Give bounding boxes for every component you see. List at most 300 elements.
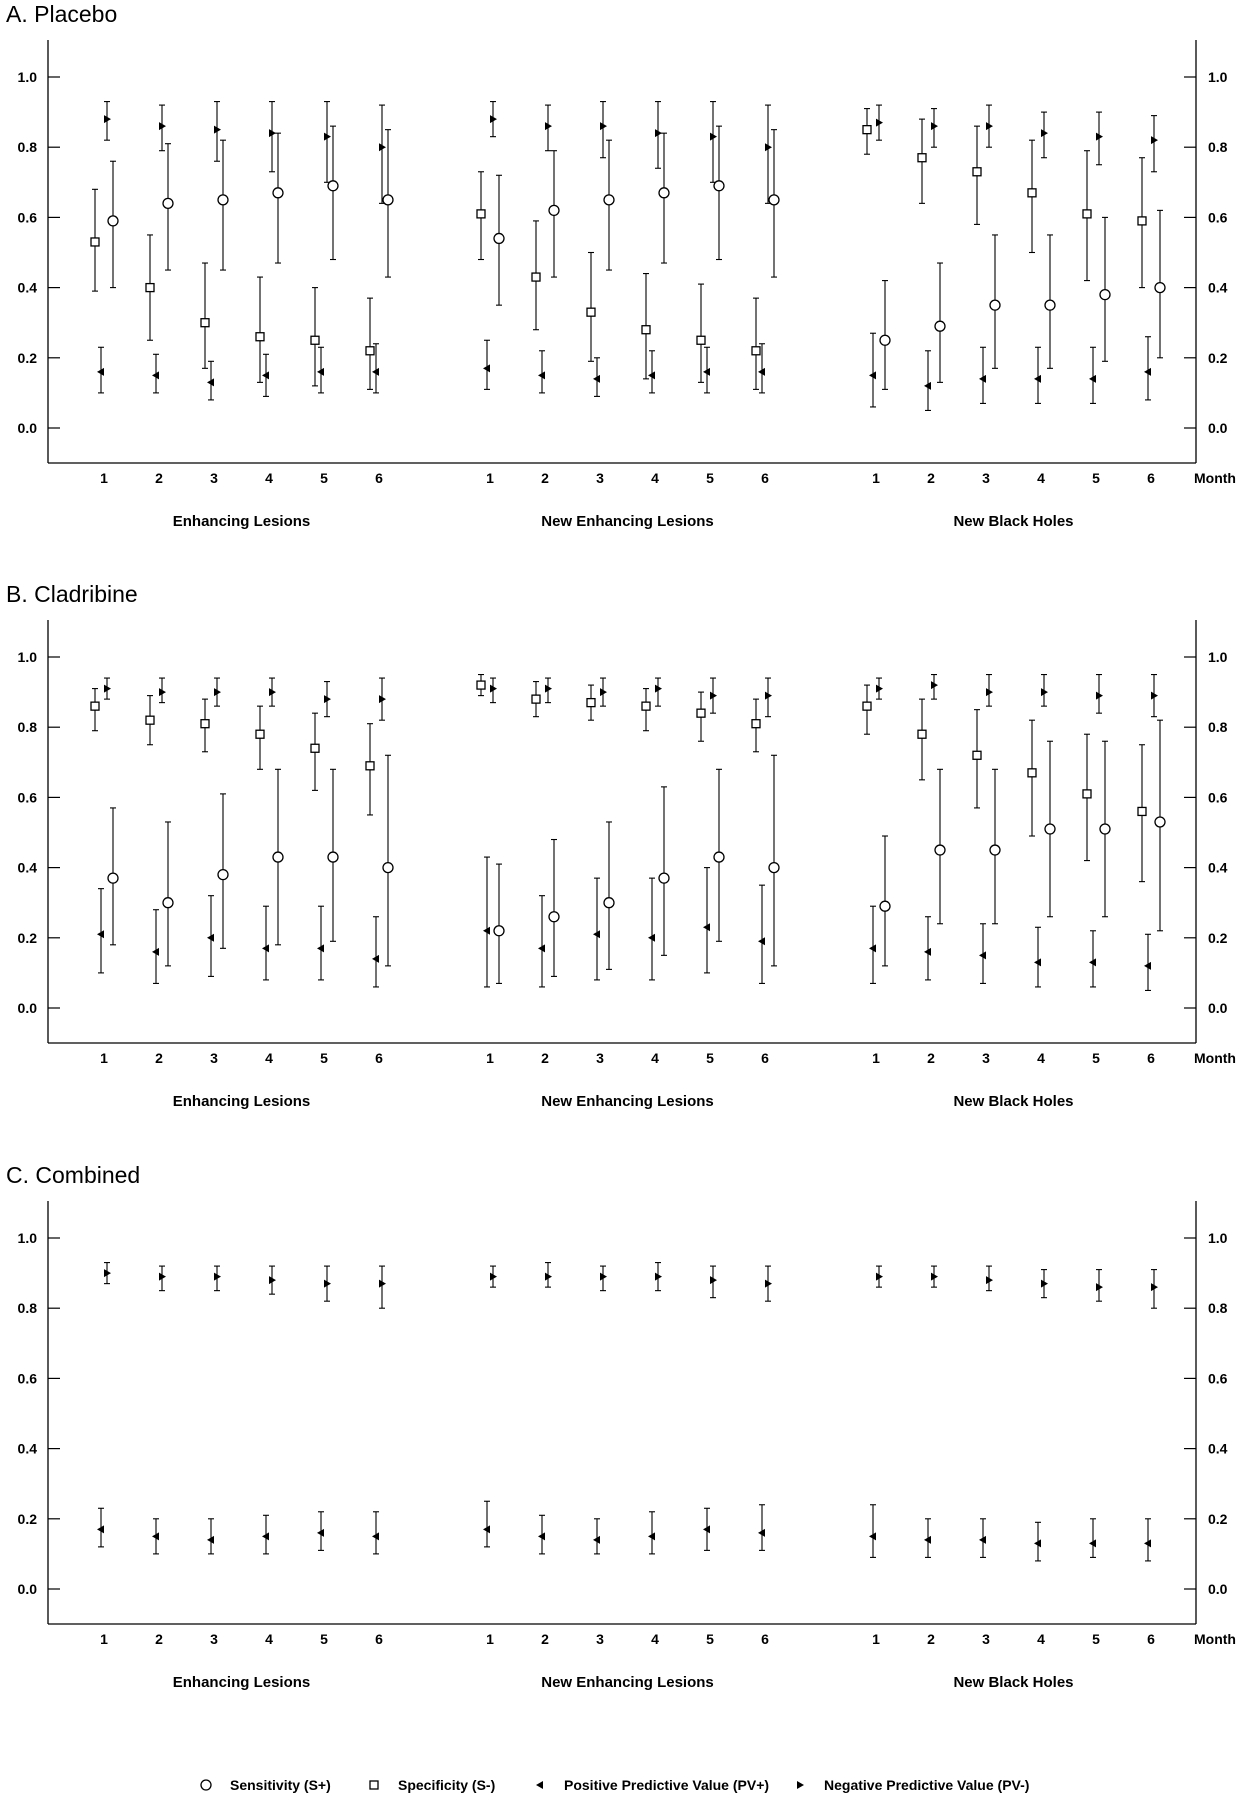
point-npv: [490, 678, 497, 703]
group-label: New Enhancing Lesions: [541, 1093, 714, 1110]
point-sensitivity: [935, 769, 945, 923]
point-sensitivity: [218, 140, 228, 270]
point-npv: [1041, 1270, 1048, 1298]
point-ppv: [1144, 337, 1151, 400]
marker-sensitivity: [1155, 283, 1165, 293]
point-specificity: [752, 298, 760, 389]
x-tick-label: 2: [155, 1631, 163, 1647]
y-tick-label-left: 0.4: [17, 859, 37, 876]
marker-sensitivity: [163, 198, 173, 208]
point-ppv: [703, 868, 710, 973]
point-ppv: [372, 917, 379, 987]
marker-sensitivity: [494, 233, 504, 243]
marker-sensitivity: [549, 205, 559, 215]
point-ppv: [703, 1508, 710, 1550]
marker-specificity: [587, 699, 595, 707]
marker-specificity: [1083, 790, 1091, 798]
point-sensitivity: [714, 126, 724, 259]
point-ppv: [593, 878, 600, 980]
x-tick-label: 1: [486, 1631, 494, 1647]
point-sensitivity: [494, 864, 504, 983]
point-sensitivity: [880, 836, 890, 966]
marker-sensitivity: [108, 216, 118, 226]
y-tick-label-right: 0.2: [1208, 929, 1228, 946]
x-tick-label: 3: [596, 1050, 604, 1066]
x-tick-label: 1: [100, 1050, 108, 1066]
point-specificity: [1028, 720, 1036, 836]
point-npv: [104, 1263, 111, 1284]
point-ppv: [758, 885, 765, 983]
marker-sensitivity: [769, 863, 779, 873]
group-2: [477, 675, 779, 1110]
marker-sensitivity: [935, 321, 945, 331]
point-npv: [765, 105, 772, 203]
marker-sensitivity: [1045, 824, 1055, 834]
group-2: [483, 1263, 772, 1691]
x-tick-label: 4: [265, 1050, 273, 1066]
point-npv: [159, 1266, 166, 1291]
point-sensitivity: [494, 175, 504, 305]
marker-specificity: [366, 762, 374, 770]
x-tick-label: 5: [1092, 1631, 1100, 1647]
marker-sensitivity: [328, 181, 338, 191]
y-tick-label-left: 0.8: [17, 1300, 37, 1317]
point-ppv: [317, 906, 324, 980]
point-npv: [1151, 116, 1158, 172]
legend-item-ppv: [536, 1777, 769, 1793]
y-tick-label-left: 1.0: [17, 1230, 37, 1246]
x-tick-label: 4: [1037, 1050, 1045, 1066]
marker-sensitivity: [1100, 290, 1110, 300]
panel-title: C. Combined: [6, 1162, 141, 1188]
marker-sensitivity: [549, 912, 559, 922]
point-ppv: [262, 354, 269, 396]
point-ppv: [207, 361, 214, 400]
marker-specificity: [201, 319, 209, 327]
marker-sensitivity: [163, 898, 173, 908]
x-tick-label: 2: [155, 1050, 163, 1066]
marker-specificity: [1138, 217, 1146, 225]
point-ppv: [1034, 1522, 1041, 1561]
point-ppv: [1089, 347, 1096, 403]
point-sensitivity: [383, 130, 393, 277]
x-tick-label: 6: [1147, 1631, 1155, 1647]
chart-panel-2: [6, 581, 1236, 1110]
point-sensitivity: [990, 769, 1000, 923]
x-tick-label: 1: [100, 470, 108, 486]
point-specificity: [201, 263, 209, 368]
y-tick-label-left: 0.6: [17, 209, 37, 226]
marker-sensitivity: [769, 195, 779, 205]
x-axis-label: Month: [1194, 1631, 1236, 1647]
y-tick-label-right: 0.4: [1208, 859, 1228, 876]
point-sensitivity: [769, 755, 779, 966]
x-tick-label: 5: [706, 1631, 714, 1647]
marker-specificity: [532, 695, 540, 703]
point-sensitivity: [604, 822, 614, 969]
x-tick-label: 1: [872, 1050, 880, 1066]
point-npv: [931, 675, 938, 700]
x-tick-label: 4: [265, 470, 273, 486]
point-npv: [324, 102, 331, 183]
x-tick-label: 3: [982, 1631, 990, 1647]
point-ppv: [1089, 931, 1096, 987]
point-npv: [600, 678, 607, 706]
point-npv: [1151, 1270, 1158, 1309]
point-sensitivity: [1155, 720, 1165, 931]
point-npv: [1096, 112, 1103, 165]
point-ppv: [979, 1519, 986, 1558]
marker-sensitivity: [714, 852, 724, 862]
point-ppv: [207, 1519, 214, 1554]
point-ppv: [97, 889, 104, 973]
point-npv: [269, 102, 276, 172]
panels: [6, 1, 1236, 1691]
panel-title: B. Cladribine: [6, 581, 138, 607]
marker-specificity: [1028, 769, 1036, 777]
y-tick-label-right: 0.0: [1208, 1581, 1228, 1597]
point-ppv: [152, 354, 159, 393]
legend-item-specificity: [370, 1777, 495, 1793]
point-ppv: [152, 910, 159, 984]
marker-specificity: [1028, 189, 1036, 197]
group-1: [91, 102, 393, 530]
point-specificity: [256, 277, 264, 382]
y-tick-label-right: 0.2: [1208, 1510, 1228, 1527]
point-specificity: [642, 689, 650, 731]
point-specificity: [642, 274, 650, 379]
y-tick-label-left: 0.2: [17, 929, 37, 946]
group-2: [477, 102, 779, 530]
point-sensitivity: [880, 281, 890, 390]
point-npv: [324, 1266, 331, 1301]
marker-specificity: [697, 709, 705, 717]
point-ppv: [538, 1515, 545, 1554]
chart-panel-1: [6, 1, 1236, 530]
x-tick-label: 6: [1147, 1050, 1155, 1066]
point-specificity: [973, 710, 981, 808]
panel-title: A. Placebo: [6, 1, 118, 27]
group-label: Enhancing Lesions: [172, 1674, 311, 1691]
point-npv: [104, 678, 111, 699]
point-sensitivity: [604, 140, 614, 270]
marker-specificity: [366, 347, 374, 355]
marker-specificity: [752, 720, 760, 728]
point-specificity: [532, 221, 540, 330]
point-npv: [931, 109, 938, 148]
x-axis-label: Month: [1194, 1050, 1236, 1066]
y-tick-label-right: 0.6: [1208, 1370, 1228, 1387]
marker-specificity: [311, 744, 319, 752]
point-specificity: [256, 706, 264, 769]
point-sensitivity: [328, 769, 338, 941]
marker-specificity: [256, 730, 264, 738]
group-1: [97, 1263, 386, 1691]
group-label: New Black Holes: [953, 1093, 1074, 1110]
point-ppv: [317, 1512, 324, 1551]
marker-specificity: [973, 168, 981, 176]
legend-label: Sensitivity (S+): [230, 1777, 331, 1793]
point-npv: [600, 102, 607, 158]
point-sensitivity: [1100, 741, 1110, 917]
x-tick-label: 6: [761, 1631, 769, 1647]
point-specificity: [863, 109, 871, 155]
point-specificity: [201, 699, 209, 752]
point-npv: [655, 102, 662, 169]
marker-sensitivity: [990, 300, 1000, 310]
point-ppv: [483, 857, 490, 987]
marker-specificity: [1138, 807, 1146, 815]
marker-sensitivity: [218, 870, 228, 880]
x-tick-label: 2: [927, 1050, 935, 1066]
point-specificity: [863, 685, 871, 734]
x-tick-label: 3: [596, 1631, 604, 1647]
marker-specificity: [256, 333, 264, 341]
marker-sensitivity: [108, 873, 118, 883]
point-sensitivity: [163, 822, 173, 966]
marker-sensitivity: [1100, 824, 1110, 834]
point-npv: [710, 678, 717, 713]
point-npv: [1041, 112, 1048, 158]
y-tick-label-left: 0.6: [17, 1370, 37, 1387]
group-label: New Black Holes: [953, 1674, 1074, 1691]
point-ppv: [593, 358, 600, 397]
y-tick-label-right: 0.6: [1208, 789, 1228, 806]
point-npv: [545, 1263, 552, 1288]
marker-sensitivity: [1155, 817, 1165, 827]
point-npv: [655, 678, 662, 706]
point-npv: [710, 1266, 717, 1298]
point-npv: [710, 102, 717, 183]
marker-specificity: [91, 238, 99, 246]
marker-specificity: [477, 210, 485, 218]
x-tick-label: 2: [155, 470, 163, 486]
x-tick-label: 4: [1037, 470, 1045, 486]
marker-specificity: [1083, 210, 1091, 218]
point-specificity: [918, 699, 926, 780]
point-npv: [765, 678, 772, 717]
point-sensitivity: [1155, 210, 1165, 357]
point-ppv: [648, 351, 655, 393]
marker-specificity: [642, 326, 650, 334]
marker-sensitivity: [1045, 300, 1055, 310]
point-ppv: [97, 347, 104, 393]
point-specificity: [311, 713, 319, 790]
point-ppv: [703, 347, 710, 393]
x-tick-label: 3: [982, 470, 990, 486]
point-sensitivity: [549, 840, 559, 977]
x-tick-label: 5: [320, 1631, 328, 1647]
point-npv: [490, 102, 497, 137]
point-ppv: [538, 896, 545, 987]
x-tick-label: 2: [927, 470, 935, 486]
x-tick-label: 5: [320, 1050, 328, 1066]
point-sensitivity: [328, 126, 338, 259]
group-label: Enhancing Lesions: [172, 513, 311, 530]
x-tick-label: 3: [982, 1050, 990, 1066]
y-tick-label-left: 1.0: [17, 649, 37, 665]
legend-item-npv: [797, 1777, 1029, 1793]
point-ppv: [1144, 934, 1151, 990]
point-npv: [1096, 1270, 1103, 1302]
x-tick-label: 1: [486, 470, 494, 486]
point-npv: [545, 105, 552, 151]
point-ppv: [924, 351, 931, 411]
point-npv: [765, 1266, 772, 1301]
point-sensitivity: [108, 161, 118, 287]
point-sensitivity: [273, 769, 283, 945]
point-sensitivity: [163, 144, 173, 270]
y-tick-label-left: 1.0: [17, 69, 37, 85]
group-1: [91, 678, 393, 1110]
point-npv: [986, 105, 993, 147]
x-tick-label: 6: [375, 1631, 383, 1647]
marker-specificity: [201, 720, 209, 728]
y-tick-label-left: 0.0: [17, 1000, 37, 1016]
x-tick-label: 3: [210, 1050, 218, 1066]
legend: [201, 1777, 1029, 1793]
y-tick-label-left: 0.4: [17, 1440, 37, 1457]
point-sensitivity: [1100, 217, 1110, 361]
y-tick-label-right: 0.8: [1208, 1300, 1228, 1317]
point-npv: [1096, 675, 1103, 714]
point-specificity: [146, 235, 154, 340]
point-ppv: [262, 906, 269, 980]
point-ppv: [97, 1508, 104, 1547]
point-ppv: [979, 924, 986, 984]
y-tick-label-right: 0.6: [1208, 209, 1228, 226]
marker-specificity: [918, 154, 926, 162]
chart-panel-3: [6, 1162, 1236, 1691]
marker-sensitivity: [383, 863, 393, 873]
x-tick-label: 1: [872, 470, 880, 486]
point-specificity: [1138, 158, 1146, 288]
point-sensitivity: [108, 808, 118, 945]
marker-sensitivity: [604, 195, 614, 205]
y-tick-label-left: 0.6: [17, 789, 37, 806]
marker-sensitivity: [494, 926, 504, 936]
point-sensitivity: [769, 130, 779, 277]
point-npv: [490, 1266, 497, 1287]
legend-label: Specificity (S-): [398, 1777, 496, 1793]
y-tick-label-right: 0.8: [1208, 139, 1228, 156]
x-tick-label: 6: [375, 1050, 383, 1066]
point-specificity: [477, 675, 485, 696]
point-ppv: [648, 1512, 655, 1554]
x-tick-label: 1: [486, 1050, 494, 1066]
point-sensitivity: [1045, 235, 1055, 368]
point-npv: [159, 678, 166, 703]
y-tick-label-left: 0.2: [17, 349, 37, 366]
point-specificity: [752, 699, 760, 752]
y-tick-label-right: 0.8: [1208, 719, 1228, 736]
marker-specificity: [918, 730, 926, 738]
x-tick-label: 3: [210, 1631, 218, 1647]
point-sensitivity: [935, 263, 945, 382]
x-tick-label: 5: [706, 1050, 714, 1066]
point-ppv: [979, 347, 986, 403]
marker-sensitivity: [273, 852, 283, 862]
point-ppv: [483, 340, 490, 389]
marker-specificity: [91, 702, 99, 710]
marker-specificity: [863, 126, 871, 134]
marker-specificity: [752, 347, 760, 355]
point-sensitivity: [714, 769, 724, 941]
y-tick-label-left: 0.8: [17, 719, 37, 736]
x-tick-label: 3: [596, 470, 604, 486]
point-npv: [1151, 675, 1158, 717]
x-tick-label: 2: [541, 470, 549, 486]
point-ppv: [1034, 347, 1041, 403]
point-npv: [104, 102, 111, 141]
x-tick-label: 6: [761, 1050, 769, 1066]
x-tick-label: 4: [1037, 1631, 1045, 1647]
point-ppv: [869, 906, 876, 983]
x-tick-label: 4: [651, 1631, 659, 1647]
legend-marker-npv: [797, 1781, 804, 1789]
y-tick-label-left: 0.8: [17, 139, 37, 156]
point-ppv: [1089, 1519, 1096, 1558]
marker-specificity: [146, 284, 154, 292]
x-tick-label: 4: [651, 470, 659, 486]
point-npv: [214, 102, 221, 162]
point-npv: [931, 1266, 938, 1287]
marker-specificity: [532, 273, 540, 281]
y-tick-label-left: 0.4: [17, 279, 37, 296]
x-tick-label: 2: [927, 1631, 935, 1647]
marker-specificity: [697, 336, 705, 344]
point-specificity: [1083, 151, 1091, 281]
marker-sensitivity: [273, 188, 283, 198]
marker-sensitivity: [604, 898, 614, 908]
y-tick-label-left: 0.0: [17, 420, 37, 436]
x-tick-label: 2: [541, 1631, 549, 1647]
x-tick-label: 6: [375, 470, 383, 486]
marker-sensitivity: [659, 873, 669, 883]
x-tick-label: 1: [100, 1631, 108, 1647]
point-ppv: [152, 1519, 159, 1554]
point-npv: [379, 105, 386, 203]
point-specificity: [587, 685, 595, 720]
point-specificity: [1083, 734, 1091, 860]
point-sensitivity: [659, 133, 669, 263]
marker-specificity: [311, 336, 319, 344]
point-npv: [159, 105, 166, 151]
point-specificity: [1028, 140, 1036, 252]
x-tick-label: 2: [541, 1050, 549, 1066]
marker-sensitivity: [659, 188, 669, 198]
x-tick-label: 3: [210, 470, 218, 486]
legend-marker-ppv: [536, 1781, 543, 1789]
point-specificity: [697, 284, 705, 382]
point-specificity: [973, 126, 981, 224]
marker-sensitivity: [218, 195, 228, 205]
point-npv: [269, 1266, 276, 1294]
point-ppv: [869, 1505, 876, 1558]
marker-specificity: [587, 308, 595, 316]
point-ppv: [1144, 1519, 1151, 1561]
legend-marker-sensitivity: [201, 1780, 211, 1790]
point-ppv: [924, 1519, 931, 1558]
point-sensitivity: [659, 787, 669, 955]
group-3: [863, 105, 1165, 530]
group-label: New Enhancing Lesions: [541, 513, 714, 530]
point-sensitivity: [990, 235, 1000, 368]
marker-sensitivity: [714, 181, 724, 191]
legend-label: Positive Predictive Value (PV+): [564, 1777, 770, 1793]
point-ppv: [758, 1505, 765, 1551]
point-npv: [876, 1266, 883, 1287]
